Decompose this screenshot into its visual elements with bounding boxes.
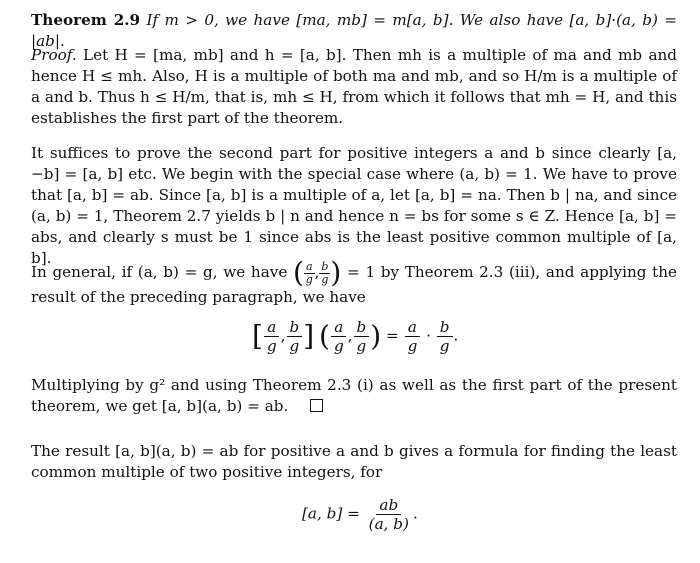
qed-box-icon — [310, 399, 323, 412]
theorem-text: If m > 0, we have [ma, mb] = m[a, b]. We also have [a, b]·(a, b) = |ab|. — [31, 11, 678, 50]
proof-paragraph-4 — [31, 375, 677, 417]
proof-paragraph-3-end: = 1 by Theorem 2.3 (iii), and applying the result of the preceding paragraph, we have — [31, 263, 678, 306]
result-paragraph-text: The result [a, b](a, b) = ab for positive a and b gives a formula for finding the least common multiple of two positive integers, for — [31, 442, 677, 481]
formula-lhs: [a, b] = — [302, 504, 360, 523]
result-paragraph — [31, 441, 677, 483]
proof-paragraph-3 — [31, 256, 678, 308]
proof-paragraph-2-text: It suffices to prove the second part for positive integers a and b since clearly [a, −b] = [a, b] etc. We begin with the special case where (a, b) = 1. We have to prove that [a, b] = ab. Since [a, b] is a multiple of a, let [a, b] = na. Then b | na, and since (a, b) = 1, Theorem 2.7 yields b | n and hence n = bs for some s ∈ Z. Hence [a, b] = abs, and clearly s must be 1 since abs is the least positive common multiple of [a, b]. — [31, 144, 677, 267]
proof-paragraph-1-text: Let H = [ma, mb] and h = [a, b]. Then mh is a multiple of ma and mb and hence H ≤ mh. Also, H is a multiple of both ma and mb, and so H/m is a multiple of a and b. Thus h ≤ H/m, that is, mh ≤ H, from which it follows that mh = H, and this establishes the first part of the theorem. — [31, 46, 678, 127]
display-formula-lcm: [a, b] = $\frac{ab}{(a, b)}$ . — [302, 496, 418, 533]
proof-paragraph-4-text: Multiplying by g² and using Theorem 2.3 (i) as well as the first part of the present theorem, we get [a, b](a, b) = ab. — [31, 376, 677, 415]
formula-fraction: $\frac{ab}{(a, b)}$ — [368, 496, 409, 533]
theorem-title: Theorem 2.9 — [31, 11, 141, 29]
proof-label: Proof. — [31, 46, 77, 64]
inline-gcd-quotient: ( $\frac{a}{g}$ , $\frac{b}{g}$ ) — [293, 256, 342, 289]
proof-paragraph-1 — [31, 45, 677, 129]
display-equation-lcm-gcd: [ $\frac{a}{g}$ , $\frac{b}{g}$ ] ( $\frac{a}{g}$ , $\frac{b}{g}$ ) = $\frac{a}{g}$ · $\frac{b}{g}$ . — [252, 318, 459, 355]
proof-paragraph-2 — [31, 143, 677, 269]
proof-paragraph-3-start: In general, if (a, b) = g, we have — [31, 263, 288, 281]
